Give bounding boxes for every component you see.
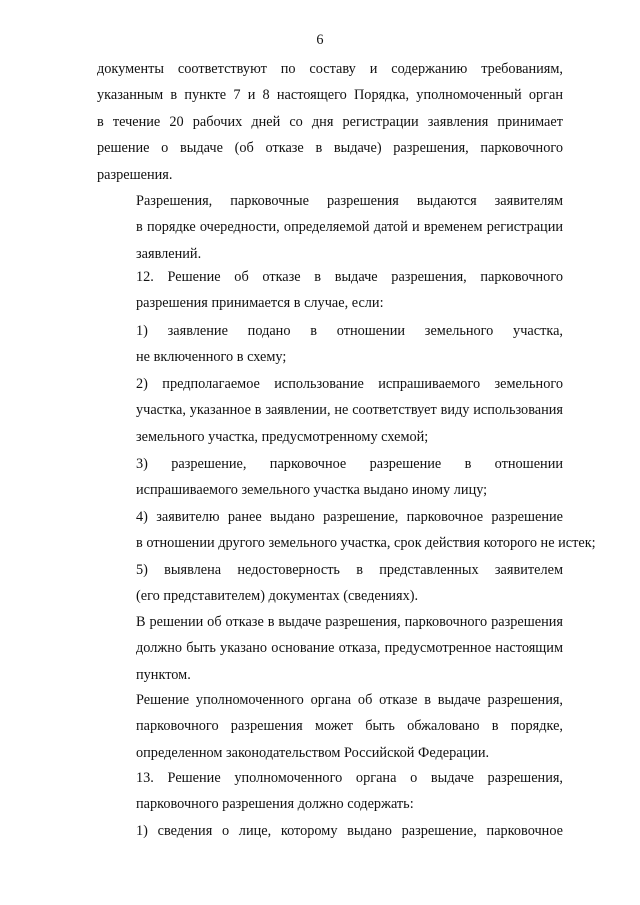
text-line: 5) выявлена недостоверность в представленных заявителем — [136, 562, 563, 578]
text-line: разрешения принимается в случае, если: — [136, 295, 384, 312]
text-line: (его представителем) документах (сведениях). — [136, 588, 419, 605]
paragraph-appeal — [97, 687, 563, 766]
text-line: в отношении другого земельного участка, срок действия которого не истек; — [136, 535, 596, 552]
text-line: участка, указанное в заявлении, не соответствует виду использования — [136, 402, 563, 419]
text-line: в порядке очередности, определяемой датой и временем регистрации — [136, 219, 563, 236]
paragraph-documents-compliance — [97, 56, 563, 188]
text-line: 3) разрешение, парковочное разрешение в отношении — [136, 456, 563, 472]
list-item-2 — [97, 371, 563, 450]
text-line: должно быть указано основание отказа, предусмотренное настоящим — [136, 640, 563, 657]
paragraph-refusal-grounds — [97, 609, 563, 688]
text-line: документы соответствуют по составу и содержанию требованиям, — [97, 61, 563, 77]
list-item-1-continued — [97, 818, 563, 844]
text-line: 12. Решение об отказе в выдаче разрешения, парковочного — [136, 269, 563, 285]
text-line: В решении об отказе в выдаче разрешения, парковочного разрешения — [136, 614, 563, 630]
text-line: разрешения. — [97, 166, 173, 183]
text-line: испрашиваемого земельного участка выдано иному лицу; — [136, 482, 488, 499]
text-line: 1) сведения о лице, которому выдано разрешение, парковочное — [136, 823, 563, 839]
text-line: 1) заявление подано в отношении земельного участка, — [136, 323, 563, 339]
list-item-1 — [97, 318, 563, 371]
list-item-5 — [97, 557, 563, 610]
text-line: земельного участка, предусмотренному схемой; — [136, 428, 429, 445]
text-line: 13. Решение уполномоченного органа о выдаче разрешения, — [136, 770, 563, 786]
text-line: пунктом. — [136, 666, 191, 683]
text-line: парковочного разрешения может быть обжаловано в порядке, — [136, 718, 563, 735]
paragraph-clause-12 — [97, 264, 563, 317]
text-line: указанным в пункте 7 и 8 настоящего Порядка, уполномоченный орган — [97, 87, 563, 104]
text-line: 4) заявителю ранее выдано разрешение, парковочное разрешение — [136, 509, 563, 525]
text-line: определенном законодательством Российской Федерации. — [136, 744, 490, 761]
text-line: Разрешения, парковочные разрешения выдаются заявителям — [136, 193, 563, 209]
paragraph-clause-13 — [97, 765, 563, 818]
text-line: Решение уполномоченного органа об отказе в выдаче разрешения, — [136, 692, 563, 708]
text-line: в течение 20 рабочих дней со дня регистрации заявления принимает — [97, 113, 563, 130]
paragraph-issuance-order — [97, 188, 563, 267]
text-line: парковочного разрешения должно содержать: — [136, 796, 414, 813]
list-item-4 — [97, 504, 596, 557]
text-line: заявлений. — [136, 245, 202, 262]
page-number: 6 — [316, 32, 324, 48]
text-line: 2) предполагаемое использование испрашиваемого земельного — [136, 376, 563, 392]
text-line: решение о выдаче (об отказе в выдаче) разрешения, парковочного — [97, 140, 563, 157]
list-item-3 — [97, 451, 563, 504]
text-line: не включенного в схему; — [136, 349, 287, 366]
